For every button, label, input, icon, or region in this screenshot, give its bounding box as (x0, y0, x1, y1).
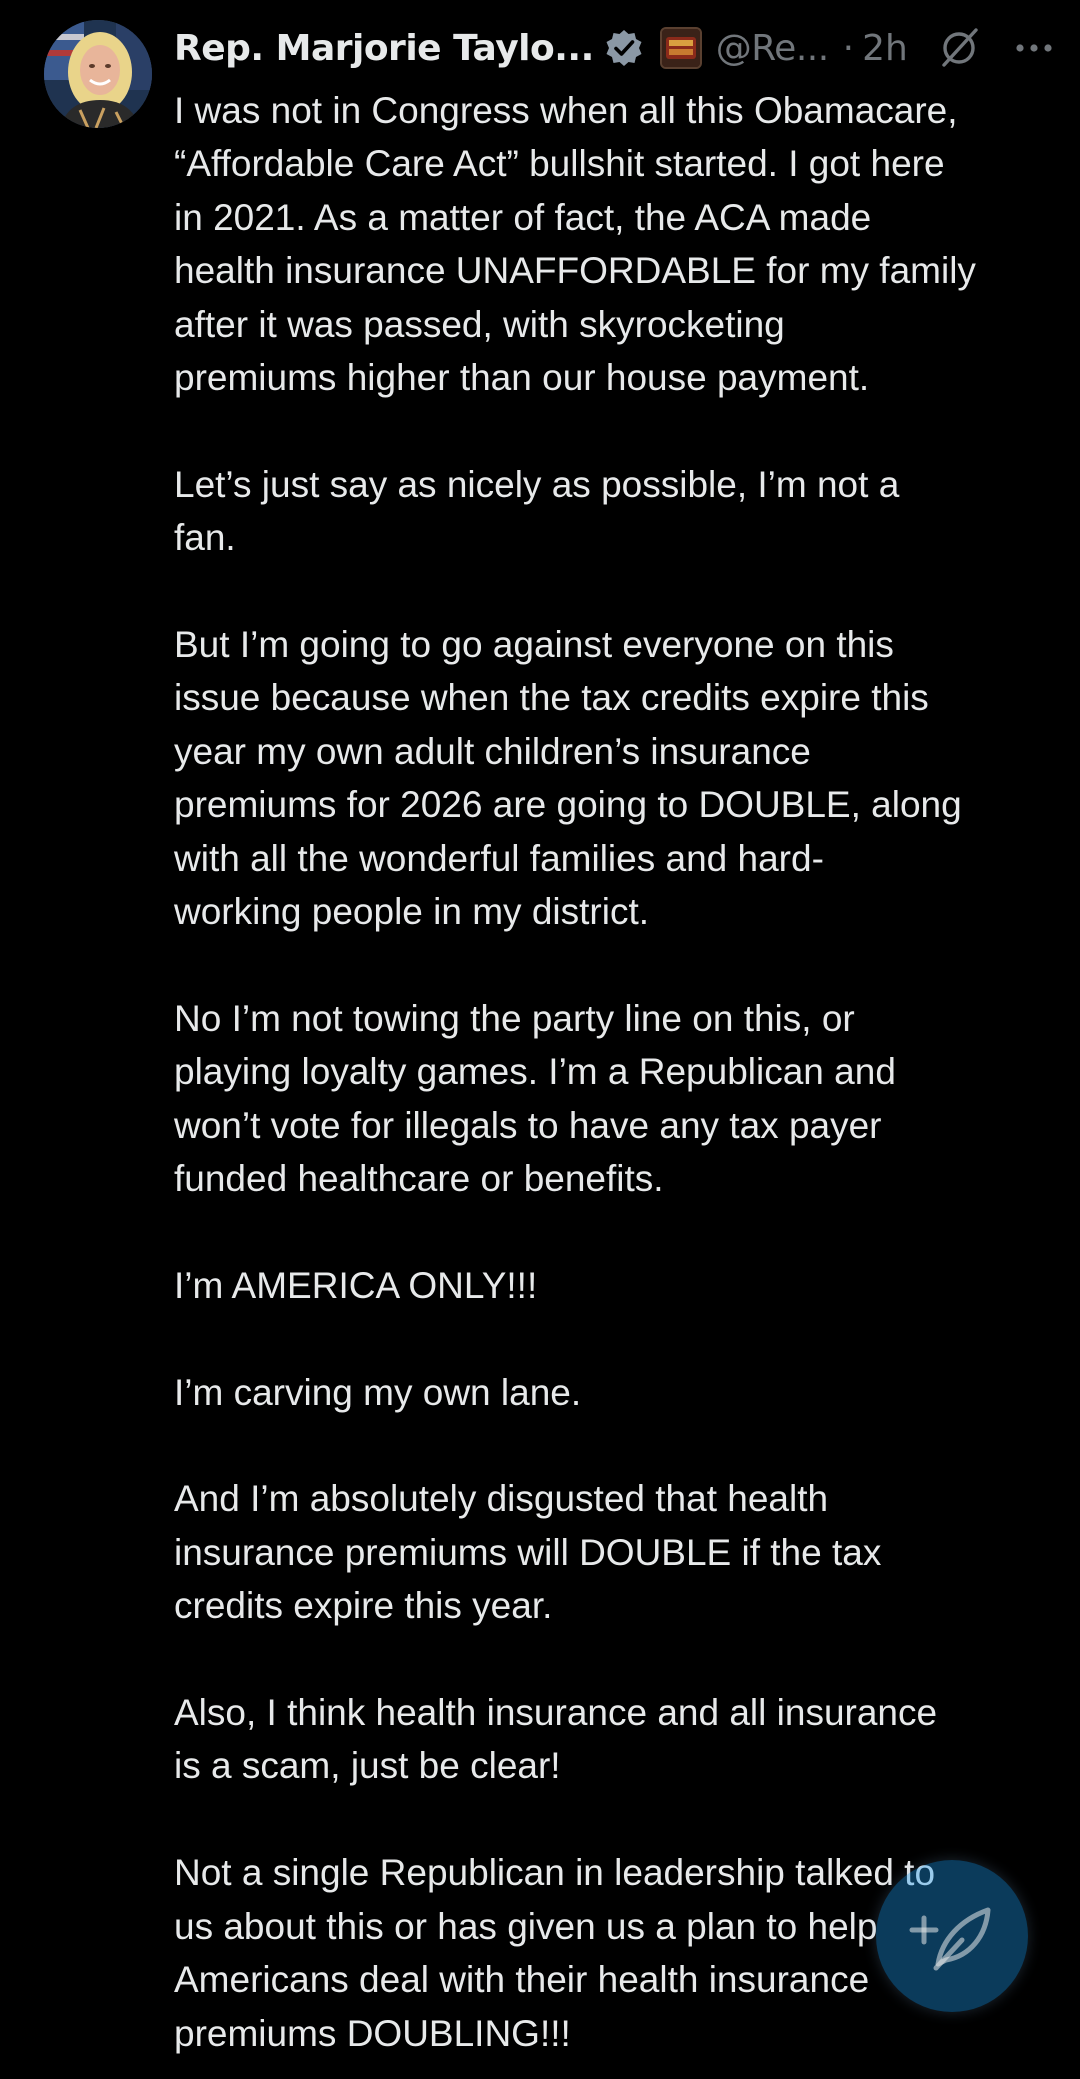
post-paragraph (174, 1472, 1054, 1632)
post-timestamp[interactable]: 2h (862, 27, 908, 69)
post-text-line: fan. (174, 517, 236, 559)
post-paragraph (174, 458, 1054, 565)
post-paragraph (174, 1686, 1054, 1793)
post-paragraph (174, 618, 1054, 938)
post-text-line: No I’m not towing the party line on this, or (174, 997, 855, 1039)
post-paragraph (174, 1366, 1054, 1419)
compose-post-button[interactable] (876, 1860, 1028, 2012)
post-text-line: Americans deal with their health insurance (174, 1959, 870, 2001)
post-header (174, 18, 1054, 78)
author-name[interactable]: Rep. Marjorie Taylo... (174, 27, 594, 69)
post-text-line: with all the wonderful families and hard- (174, 837, 824, 879)
more-options-icon[interactable] (1012, 26, 1056, 70)
post-text-line: Also, I think health insurance and all insurance (174, 1692, 938, 1734)
post-text-line: I was not in Congress when all this Obamacare, (174, 90, 958, 131)
post-text-line: in 2021. As a matter of fact, the ACA made (174, 196, 872, 238)
post-text-line: us about this or has given us a plan to help (174, 1905, 878, 1947)
post-text-line: issue because when the tax credits expire this (174, 677, 929, 719)
post-text-line: credits expire this year. (174, 1585, 553, 1627)
post-text-line: won’t vote for illegals to have any tax payer (174, 1104, 882, 1146)
post-paragraph (174, 84, 1054, 404)
post-text-line: working people in my district. (174, 891, 650, 933)
header-separator: · (842, 27, 855, 69)
post-text (174, 84, 1054, 2060)
post-text-line: And I’m absolutely disgusted that health (174, 1478, 829, 1520)
compose-post-icon (876, 1860, 1028, 2012)
post-text-line: I’m AMERICA ONLY!!! (174, 1264, 538, 1306)
affiliation-badge-icon[interactable] (660, 27, 702, 69)
post-text-line: Let’s just say as nicely as possible, I’m not a (174, 463, 900, 505)
post-text-line: premiums for 2026 are going to DOUBLE, along (174, 784, 962, 826)
post-text-line: health insurance UNAFFORDABLE for my family (174, 250, 976, 292)
post-text-line: is a scam, just be clear! (174, 1745, 561, 1787)
post-text-line: playing loyalty games. I’m a Republican and (174, 1051, 896, 1093)
grok-icon[interactable] (936, 25, 982, 71)
post-text-line: premiums DOUBLING!!! (174, 2012, 571, 2054)
post-text-line: insurance premiums will DOUBLE if the tax (174, 1531, 882, 1573)
post-text-line: I’m carving my own lane. (174, 1371, 582, 1413)
post-paragraph (174, 1259, 1054, 1312)
post-text-line: year my own adult children’s insurance (174, 730, 811, 772)
post-text-line: after it was passed, with skyrocketing (174, 303, 785, 345)
post-text-line: Not a single Republican in leadership talked to (174, 1852, 936, 1894)
post-text-line: “Affordable Care Act” bullshit started. I got here (174, 143, 945, 185)
post-text-line: funded healthcare or benefits. (174, 1158, 664, 1200)
verified-badge-icon[interactable] (604, 28, 644, 68)
post-text-line: But I’m going to go against everyone on this (174, 624, 894, 666)
author-handle[interactable]: @Re... (715, 27, 829, 69)
post-text-line: premiums higher than our house payment. (174, 357, 870, 399)
post-paragraph (174, 992, 1054, 1206)
avatar[interactable] (44, 20, 152, 128)
